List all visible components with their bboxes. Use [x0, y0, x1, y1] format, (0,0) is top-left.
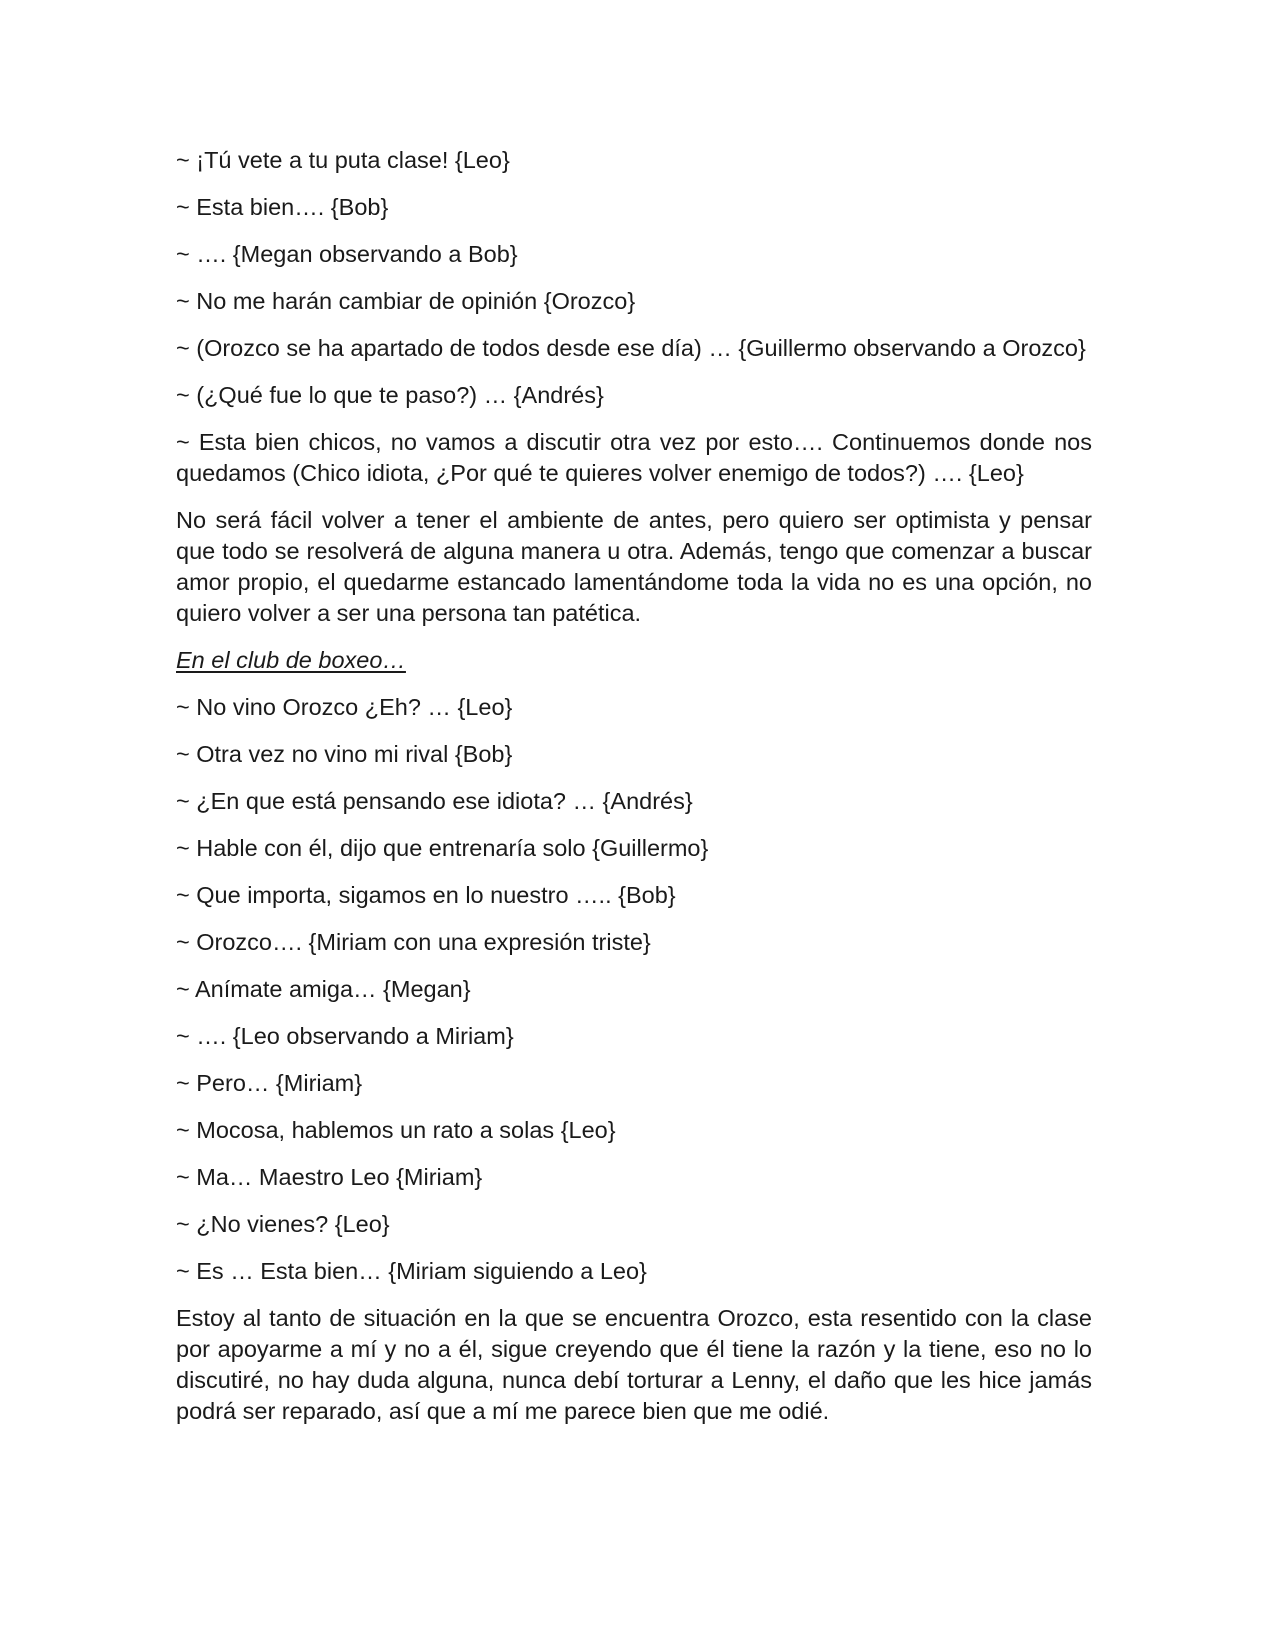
dialogue-line: ~ Es … Esta bien… {Miriam siguiendo a Leo} [176, 1258, 647, 1284]
dialogue-line: ~ Anímate amiga… {Megan} [176, 976, 471, 1002]
scene-heading: En el club de boxeo… [176, 647, 406, 673]
dialogue-line: ~ ¿En que está pensando ese idiota? … {Andrés} [176, 788, 693, 814]
dialogue-line: ~ Ma… Maestro Leo {Miriam} [176, 1164, 483, 1190]
dialogue-line: ~ Orozco…. {Miriam con una expresión triste} [176, 929, 651, 955]
dialogue-line: ~ No me harán cambiar de opinión {Orozco} [176, 288, 636, 314]
dialogue-line: ~ (Orozco se ha apartado de todos desde ese día) … {Guillermo observando a Orozco} [176, 335, 1086, 361]
dialogue-line: ~ (¿Qué fue lo que te paso?) … {Andrés} [176, 382, 604, 408]
narration-paragraph: Estoy al tanto de situación en la que se encuentra Orozco, esta resentido con la clase por apoyarme a mí y no a él, sigue creyendo que él tiene la razón y la tiene, eso no lo discutiré, no hay duda alguna, nunca debí torturar a Lenny, el daño que les hice jamás podrá ser reparado, así que a mí me parece bien que me odié. [176, 1305, 1092, 1424]
dialogue-line: ~ Esta bien chicos, no vamos a discutir otra vez por esto…. Continuemos donde nos quedamos (Chico idiota, ¿Por qué te quieres volver enemigo de todos?) …. {Leo} [176, 429, 1092, 486]
dialogue-line: ~ Que importa, sigamos en lo nuestro ….. {Bob} [176, 882, 676, 908]
dialogue-line: ~ ¡Tú vete a tu puta clase! {Leo} [176, 147, 510, 173]
document-page [176, 145, 1092, 1443]
dialogue-line: ~ Otra vez no vino mi rival {Bob} [176, 741, 513, 767]
dialogue-line: ~ ¿No vienes? {Leo} [176, 1211, 390, 1237]
dialogue-line: ~ No vino Orozco ¿Eh? … {Leo} [176, 694, 513, 720]
dialogue-line: ~ …. {Megan observando a Bob} [176, 241, 518, 267]
narration-paragraph: No será fácil volver a tener el ambiente de antes, pero quiero ser optimista y pensar que todo se resolverá de alguna manera u otra. Además, tengo que comenzar a buscar amor propio, el quedarme estancado lamentándome toda la vida no es una opción, no quiero volver a ser una persona tan patética. [176, 507, 1092, 626]
dialogue-line: ~ Pero… {Miriam} [176, 1070, 363, 1096]
dialogue-line: ~ Hable con él, dijo que entrenaría solo {Guillermo} [176, 835, 709, 861]
dialogue-line: ~ Mocosa, hablemos un rato a solas {Leo} [176, 1117, 616, 1143]
dialogue-line: ~ Esta bien…. {Bob} [176, 194, 389, 220]
dialogue-line: ~ …. {Leo observando a Miriam} [176, 1023, 514, 1049]
